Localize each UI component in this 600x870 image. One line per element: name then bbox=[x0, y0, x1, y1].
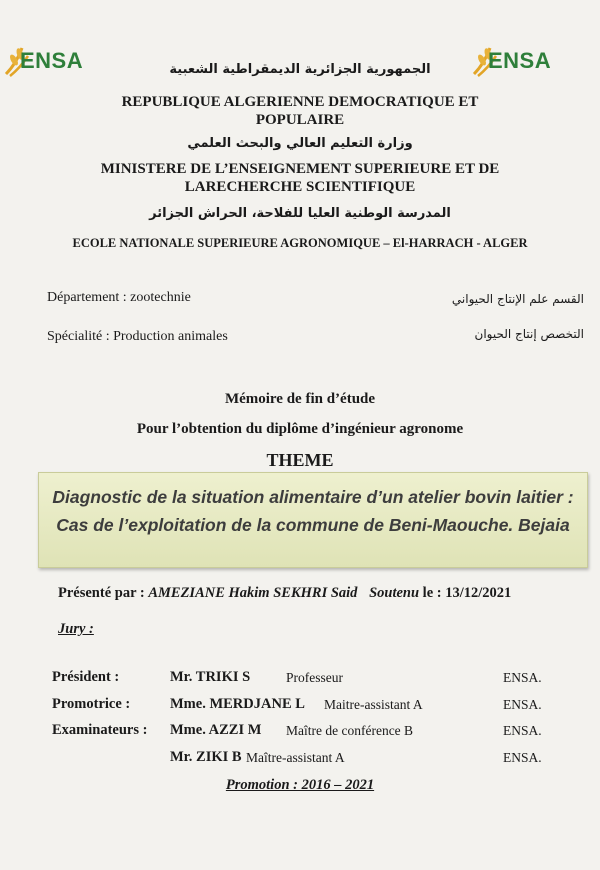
speciality-french: Spécialité : Production animales bbox=[47, 329, 228, 344]
theme-line1: Diagnostic de la situation alimentaire d’un atelier bovin laitier : bbox=[52, 487, 574, 507]
jury-row bbox=[52, 669, 119, 686]
ministry-arabic: وزارة التعليم العالي والبحث العلمي bbox=[187, 136, 413, 151]
department-french: Département : zootechnie bbox=[47, 290, 191, 305]
jury-label: Jury : bbox=[58, 621, 94, 637]
jury-name: Mr. ZIKI B bbox=[170, 749, 242, 765]
theme-line2: Cas de l’exploitation de la commune de Beni-Maouche. Bejaia bbox=[56, 515, 570, 535]
jury-role: Président : bbox=[52, 669, 120, 685]
republic-french-line1: REPUBLIQUE ALGERIENNE DEMOCRATIQUE ET bbox=[121, 94, 479, 110]
jury-name: Mme. AZZI M bbox=[170, 722, 262, 738]
theme-box bbox=[38, 472, 588, 568]
jury-name: Mr. TRIKI S bbox=[170, 669, 251, 685]
theme-label: THEME bbox=[266, 450, 334, 470]
jury-row bbox=[52, 696, 130, 713]
memoire-subtitle: Pour l’obtention du diplôme d’ingénieur agronome bbox=[136, 421, 464, 437]
defended-date: le : 13/12/2021 bbox=[422, 585, 512, 601]
promotion bbox=[0, 777, 600, 794]
jury-title: Professeur bbox=[286, 670, 343, 685]
jury-name: Mme. MERDJANE L bbox=[170, 696, 305, 712]
republic-arabic: الجمهورية الجزائرية الديمقراطية الشعبية bbox=[169, 62, 431, 77]
jury-row bbox=[52, 722, 147, 739]
department-arabic: القسم علم الإنتاج الحيواني bbox=[451, 292, 584, 306]
jury-role: Promotrice : bbox=[52, 696, 131, 712]
jury-institution: ENSA. bbox=[503, 697, 542, 712]
ministry-french-line1: MINISTERE DE L’ENSEIGNEMENT SUPERIEURE ET DE bbox=[100, 161, 500, 177]
jury-institution: ENSA. bbox=[503, 723, 542, 738]
school-french: ECOLE NATIONALE SUPERIEURE AGRONOMIQUE – El-HARRACH - ALGER bbox=[72, 236, 528, 250]
ministry-french-line2: LARECHERCHE SCIENTIFIQUE bbox=[184, 179, 416, 195]
authors: AMEZIANE Hakim SEKHRI Said bbox=[148, 585, 358, 601]
memoire-title: Mémoire de fin d’étude bbox=[224, 391, 376, 407]
jury-title: Maître de conférence B bbox=[286, 723, 414, 738]
school-arabic: المدرسة الوطنية العليا للفلاحة، الحراش الجزائر bbox=[149, 206, 451, 221]
republic-french-line2: POPULAIRE bbox=[255, 112, 345, 128]
presented-line bbox=[58, 585, 511, 602]
speciality-arabic: التخصص إنتاج الحيوان bbox=[474, 327, 584, 341]
jury-institution: ENSA. bbox=[503, 750, 542, 765]
logo-text: ENSA bbox=[20, 48, 84, 73]
jury-title: Maître-assistant A bbox=[246, 750, 345, 765]
presented-label: Présenté par : bbox=[58, 585, 145, 601]
jury-title: Maitre-assistant A bbox=[324, 697, 423, 712]
promotion-text: Promotion : 2016 – 2021 bbox=[225, 777, 375, 793]
defended-label: Soutenu bbox=[369, 585, 420, 601]
jury-institution: ENSA. bbox=[503, 670, 542, 685]
jury-role: Examinateurs : bbox=[52, 722, 148, 738]
logo-text: ENSA bbox=[488, 48, 552, 73]
